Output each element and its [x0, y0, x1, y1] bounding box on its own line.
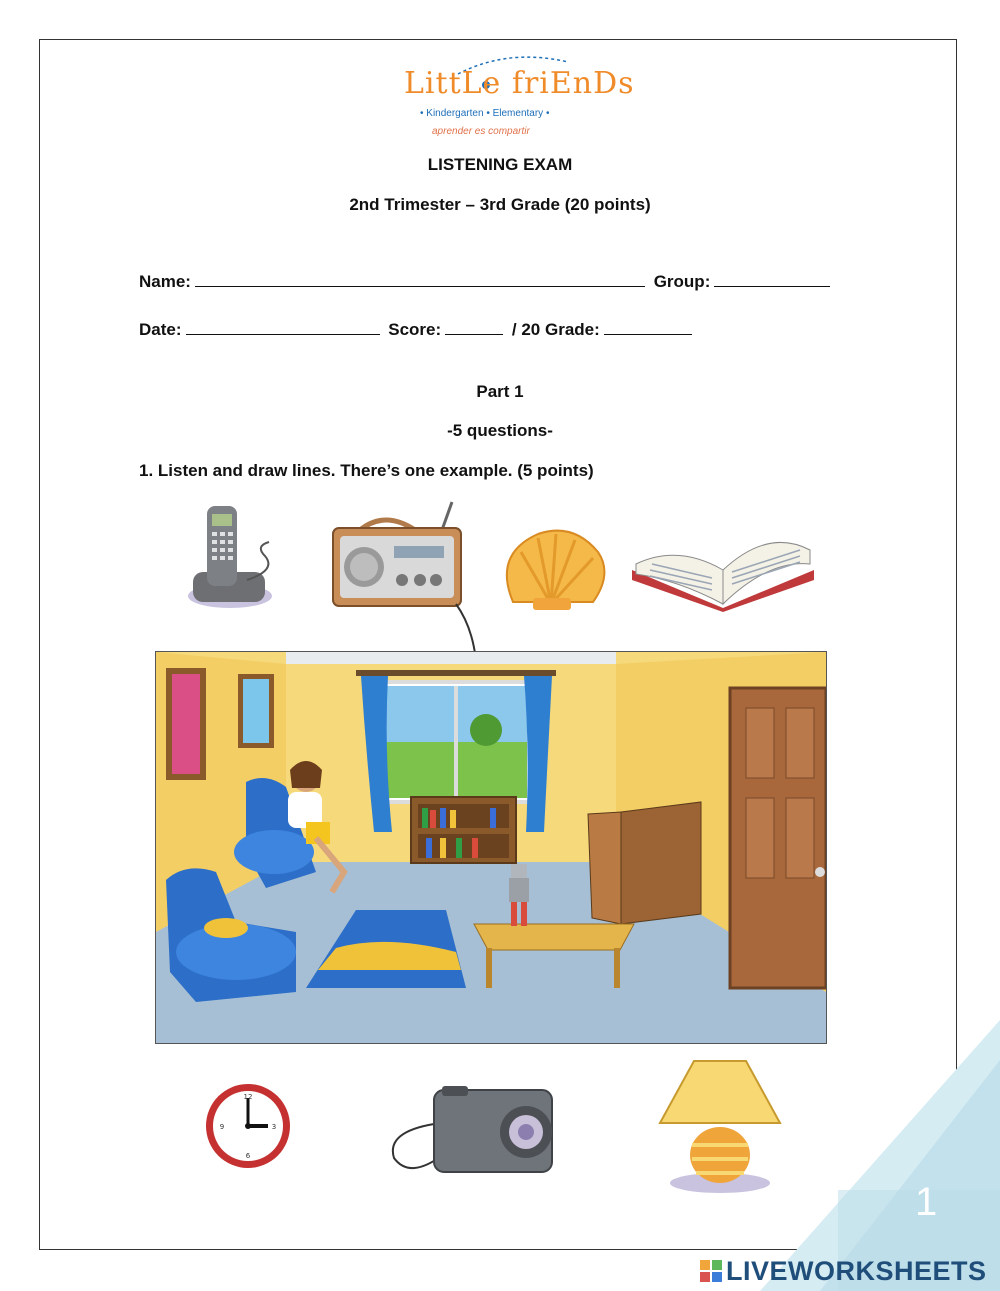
logo-tagline: aprender es compartir: [432, 126, 530, 137]
group-blank[interactable]: [714, 272, 830, 287]
name-group-line: [139, 272, 834, 292]
part-title: Part 1: [476, 382, 524, 401]
shell-icon[interactable]: [493, 524, 611, 612]
date-score-line: [139, 320, 696, 340]
school-logo: [398, 52, 635, 144]
logo-name: LittLe friEnDs: [404, 66, 635, 101]
logo-levels: • Kindergarten • Elementary •: [420, 108, 550, 119]
book-icon[interactable]: [628, 520, 818, 612]
grade-label: Grade:: [545, 320, 600, 339]
score-blank[interactable]: [445, 320, 503, 335]
grade-blank[interactable]: [604, 320, 692, 335]
svg-text:3: 3: [271, 1123, 277, 1131]
exam-title: LISTENING EXAM: [427, 155, 573, 174]
page-number: 1: [915, 1180, 938, 1224]
score-label: Score:: [388, 320, 442, 339]
corner-decoration: [760, 1020, 1000, 1291]
liveworksheets-logo-icon: [700, 1260, 722, 1282]
camera-icon[interactable]: [386, 1082, 558, 1182]
date-label: Date:: [139, 320, 182, 339]
name-label: Name:: [139, 272, 191, 291]
liveworksheets-watermark: [700, 1256, 987, 1286]
part-questions: -5 questions-: [447, 421, 553, 440]
exam-subtitle: 2nd Trimester – 3rd Grade (20 points): [349, 195, 651, 214]
radio-icon[interactable]: [330, 500, 465, 610]
svg-text:12: 12: [243, 1093, 253, 1101]
date-blank[interactable]: [186, 320, 380, 335]
watermark-text: LIVEWORKSHEETS: [726, 1255, 987, 1286]
living-room-scene: [155, 651, 827, 1044]
svg-text:6: 6: [245, 1152, 251, 1160]
phone-icon[interactable]: [185, 500, 280, 612]
clock-icon[interactable]: [198, 1080, 300, 1170]
score-total: / 20: [511, 320, 541, 339]
lamp-icon[interactable]: [656, 1055, 784, 1195]
instruction: 1. Listen and draw lines. There’s one example. (5 points): [139, 461, 594, 480]
svg-text:9: 9: [219, 1123, 225, 1131]
group-label: Group:: [653, 272, 711, 291]
name-blank[interactable]: [195, 272, 645, 287]
